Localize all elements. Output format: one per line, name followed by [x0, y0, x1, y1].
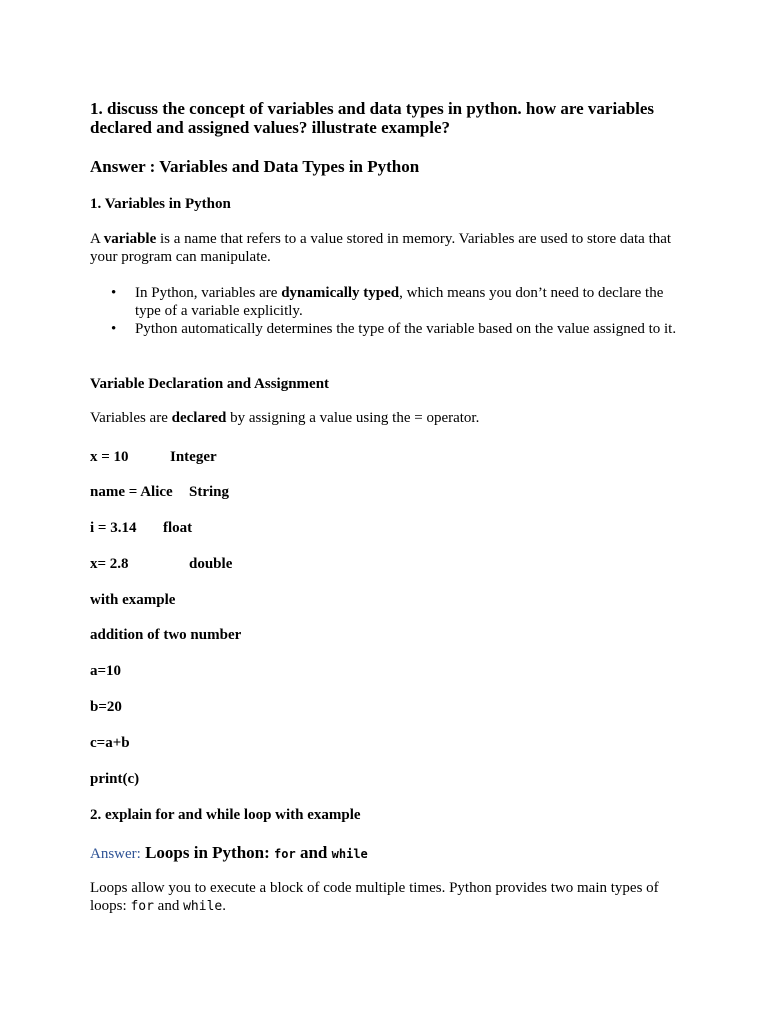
example-code: x = 10 [90, 449, 129, 465]
variable-definition [90, 231, 688, 266]
list-item [90, 285, 688, 320]
bullet-list [90, 285, 688, 339]
example-type: double [189, 556, 233, 572]
code-line-a: a=10 [90, 663, 122, 679]
keyword-for: for [130, 898, 154, 914]
declaration-prefix: Variables are [90, 410, 172, 426]
example-float [90, 519, 192, 537]
code-line-b: b=20 [90, 699, 122, 715]
loops-text: Loops allow you to execute a block of code multiple times. Python provides two main types of loops: [90, 880, 659, 914]
loops-and: and [153, 897, 184, 914]
keyword-while: while [183, 898, 223, 914]
keyword-while: while [331, 847, 368, 861]
example-double [90, 555, 232, 573]
addition-title: addition of two number [90, 627, 242, 643]
with-example-label: with example [90, 592, 176, 608]
loops-end: . [222, 897, 226, 914]
declaration-bold: declared [171, 410, 227, 426]
definition-rest: is a name that refers to a value stored in memory. Variables are used to store data that your program can manipulate. [90, 231, 672, 265]
bullet-2-text: Python automatically determines the type of the variable based on the value assigned to it. [135, 321, 677, 337]
bullet-1-prefix: In Python, variables are [135, 285, 282, 301]
answer-2-title: Loops in Python: [140, 843, 275, 862]
declaration-heading: Variable Declaration and Assignment [90, 376, 330, 392]
keyword-for: for [274, 847, 296, 861]
definition-term: variable [103, 231, 157, 247]
example-type: Integer [170, 449, 217, 465]
definition-prefix: A [90, 231, 104, 247]
example-integer [90, 448, 217, 466]
code-line-print: print(c) [90, 771, 140, 787]
loops-paragraph [90, 880, 688, 915]
bullet-1-bold: dynamically typed [281, 285, 400, 301]
example-code: name = Alice [90, 484, 173, 500]
bullet-marker: • [111, 285, 117, 301]
question-1: 1. discuss the concept of variables and data types in python. how are variables declared and assigned values? illustrate example? [90, 99, 655, 137]
example-code: i = 3.14 [90, 520, 137, 536]
example-code: x= 2.8 [90, 556, 129, 572]
bullet-1-rest: , which means you don’t need to declare the type of a variable explicitly. [135, 285, 664, 319]
answer-2-and: and [295, 843, 332, 862]
question-2: 2. explain for and while loop with example [90, 807, 361, 823]
bullet-marker: • [111, 321, 117, 337]
answer-2-prefix: Answer: [90, 846, 141, 862]
declaration-rest: by assigning a value using the = operator. [226, 410, 480, 426]
answer-1-heading: Answer : Variables and Data Types in Python [90, 157, 420, 176]
code-line-c: c=a+b [90, 735, 130, 751]
example-type: String [189, 484, 230, 500]
declaration-text [90, 410, 688, 428]
list-item [90, 321, 688, 339]
answer-2-heading [90, 843, 368, 864]
example-string [90, 483, 229, 501]
section-1-heading: 1. Variables in Python [90, 196, 231, 212]
example-type: float [163, 520, 193, 536]
